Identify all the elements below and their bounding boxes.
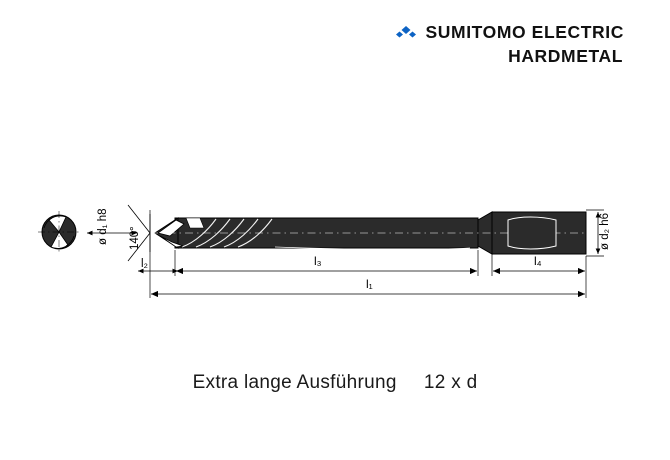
sumitomo-diamond-icon — [395, 25, 417, 41]
caption-multiplier: 12 x d — [423, 372, 478, 393]
dimension-l2 — [138, 258, 178, 271]
dimension-l4 — [493, 254, 585, 271]
label-point-angle: 140° — [129, 226, 141, 250]
label-l4: l₄ — [534, 254, 542, 268]
label-d1-h8: ø d₁ h8 — [97, 208, 109, 245]
label-l3: l₃ — [314, 254, 322, 268]
drill-side-view — [150, 212, 600, 254]
label-d2-h6: ø d₂ h6 — [599, 212, 611, 250]
annotation-point-angle — [128, 205, 150, 261]
caption-text: Extra lange Ausführung — [192, 372, 397, 393]
brand-name-line1: SUMITOMO ELECTRIC — [425, 22, 624, 42]
figure-caption — [0, 372, 670, 394]
dimension-l1 — [151, 277, 585, 294]
label-l1: l₁ — [366, 277, 373, 291]
brand-name-line2: HARDMETAL — [508, 45, 623, 66]
dimension-l3 — [176, 254, 477, 271]
drill-point-end-view — [38, 211, 80, 253]
label-l2: l₂ — [141, 258, 149, 270]
brand-logo-row — [395, 22, 625, 44]
brand-logo — [395, 22, 625, 68]
drill-technical-drawing — [0, 150, 670, 350]
